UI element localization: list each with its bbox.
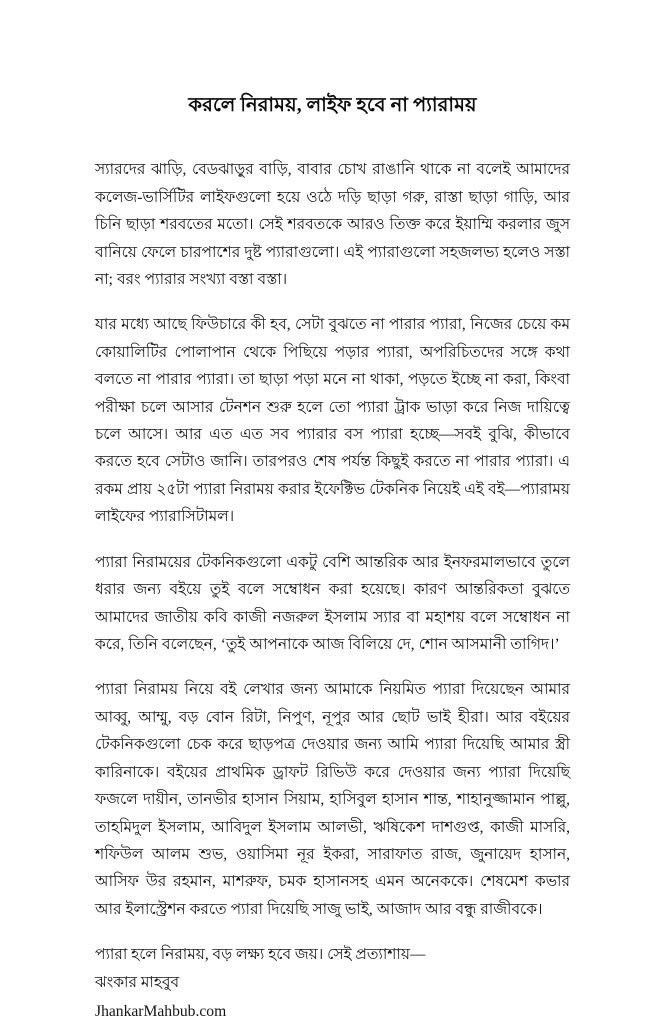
- author-signature: ঝংকার মাহবুব: [95, 973, 180, 991]
- page-content: [95, 0, 570, 1025]
- author-website: JhankarMahbub.com: [95, 1003, 227, 1021]
- body-text: [95, 156, 570, 923]
- closing-line: প্যারা হলে নিরাময়, বড় লক্ষ্য হবে জয়। সেই প্রত্যাশায়—: [95, 946, 426, 964]
- paragraph-1: স্যারদের ঝাড়ি, বেডঝাড়ুর বাড়ি, বাবার চোখ রাঙানি থাকে না বলেই আমাদের কলেজ-ভার্সিটির লাইফগুলো হয়ে ওঠে দড়ি ছাড়া গরু, রাস্তা ছাড়া গাড়ি, আর চিনি ছাড়া শরবতের মতো। সেই শরবতকে আরও তিক্ত করে ইয়াম্মি করলার জুস বানিয়ে ফেলে চারপাশের দুষ্ট প্যারাগুলো। এই প্যারাগুলো সহজলভ্য হলেও সস্তা না; বরং প্যারার সংখ্যা বস্তা বস্তা।: [95, 161, 570, 288]
- paragraph-4: প্যারা নিরাময় নিয়ে বই লেখার জন্য আমাকে নিয়মিত প্যারা দিয়েছেন আমার আব্বু, আম্মু, বড় বোন রিটা, নিপুণ, নূপুর আর ছোট ভাই হীরা। আর বইয়ের টেকনিকগুলো চেক করে ছাড়পত্র দেওয়ার জন্য আমি প্যারা দিয়েছি আমার স্ত্রী কারিনাকে। বইয়ের প্রাথমিক ড্রাফট রিভিউ করে দেওয়ার জন্য প্যারা দিয়েছি ফজলে দায়ীন, তানভীর হাসান সিয়াম, হাসিবুল হাসান শান্ত, শাহানুজ্জামান পাল্লু, তাহমিদুল ইসলাম, আবিদুল ইসলাম আলভী, ঋষিকেশ দাশগুপ্ত, কাজী মাসরি, শফিউল আলম শুভ, ওয়াসিমা নূর ইকরা, সারাফাত রাজ, জুনায়েদ হাসান, আসিফ উর রহমান, মাশরুফ, চমক হাসানসহ এমন অনেককে। শেষমেশ কভার আর ইলাস্ট্রেশন করতে প্যারা দিয়েছি সাজু ভাই, আজাদ আর বন্ধু রাজীবকে।: [95, 681, 570, 918]
- paragraph-2: যার মধ্যে আছে ফিউচারে কী হব, সেটা বুঝতে না পারার প্যারা, নিজের চেয়ে কম কোয়ালিটির পোলাপান থেকে পিছিয়ে পড়ার প্যারা, অপরিচিতদের সঙ্গে কথা বলতে না পারার প্যারা। তা ছাড়া পড়া মনে না থাকা, পড়তে ইচ্ছে না করা, কিংবা পরীক্ষা চলে আসার টেনশন শুরু হলে তো প্যারা ট্রাক ভাড়া করে নিজ দায়িত্বে চলে আসে। আর এত এত সব প্যারার বস প্যারা হচ্ছে—সবই বুঝি, কীভাবে করতে হবে সেটাও জানি। তারপরও শেষ পর্যন্ত কিছুই করতে না পারার প্যারা। এ রকম প্রায় ২৫টা প্যারা নিরাময় করার ইফেক্টিভ টেকনিক নিয়েই এই বই—প্যারাময় লাইফের প্যারাসিটামল।: [95, 316, 570, 526]
- page-title: করলে নিরাময়, লাইফ হবে না প্যারাময়: [188, 95, 477, 116]
- closing-block: [95, 941, 570, 1025]
- paragraph-3: প্যারা নিরাময়ের টেকনিকগুলো একটু বেশি আন্তরিক আর ইনফরমালভাবে তুলে ধরার জন্য বইয়ে তুই বলে সম্বোধন করা হয়েছে। কারণ আন্তরিকতা বুঝতে আমাদের জাতীয় কবি কাজী নজরুল ইসলাম স্যার বা মহাশয় বলে সম্বোধন না করে, তিনি বলেছেন, ‘তুই আপনাকে আজ বিলিয়ে দে, শোন আসমানী তাগিদ।’: [95, 553, 570, 654]
